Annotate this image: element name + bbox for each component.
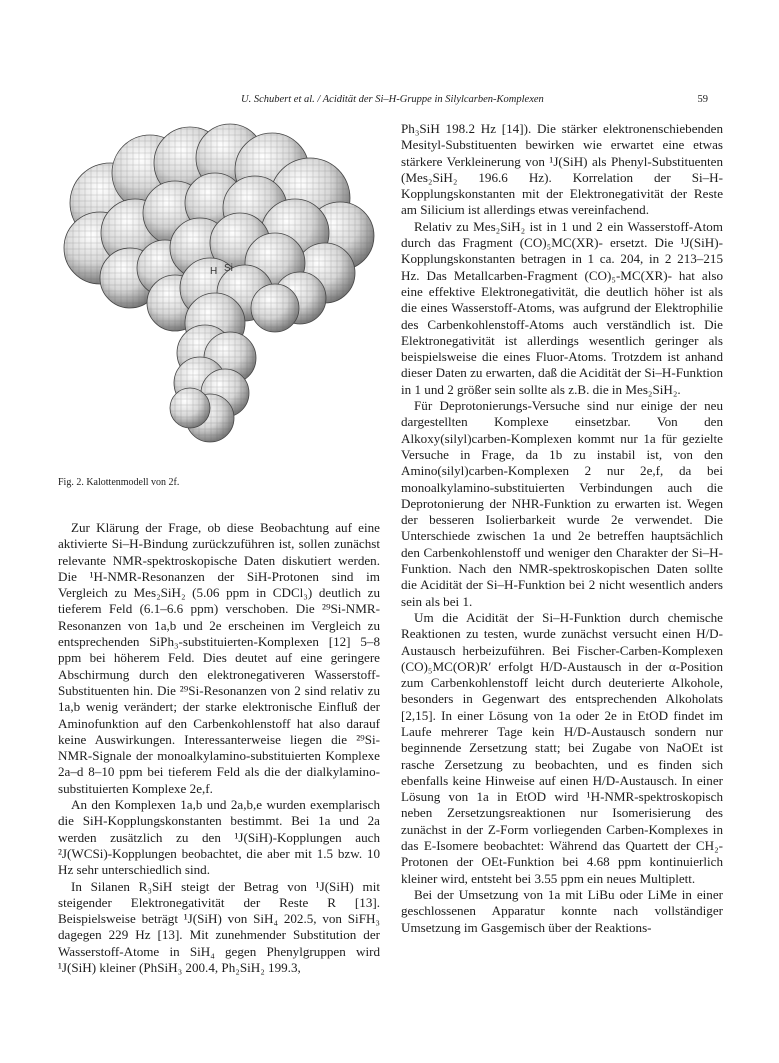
running-title: U. Schubert et al. / Acidität der Si–H-Gruppe in Silylcarben-Komplexen [241, 94, 544, 105]
paragraph: Für Deprotonierungs-Versuche sind nur einige der neu dargestellten Komplexe einsetzbar. Von den Alkoxy(silyl)carben-Komplexen kommt nur 1a für gezielte Versuche in Frage, da 1b zu instabil ist, von den Amino(silyl)carben-Komplexen 2 nur 2e,f, da bei monoalkylamino-substituierten Verbindungen auch die Deprotonierung der NHR-Funktion zu erwarten ist. Wegen der besseren Isolierbarkeit wurde 2e verwendet. Die Unterschiede zwischen 1a und 2e betreffen hauptsächlich den Carbenkohlenstoff und weniger den Charakter der Si–H-Funktion. Nach den NMR-spektroskopischen Daten sollte die Acidität der Si–H-Funktion bei 2 nicht wesentlich anders sein als bei 1. [401, 398, 723, 609]
atom-mesh [170, 388, 210, 428]
figure-caption: Fig. 2. Kalottenmodell von 2f. [58, 477, 180, 488]
paragraph: Zur Klärung der Frage, ob diese Beobachtung auf eine aktivierte Si–H-Bindung zurückzuführen ist, sollen zunächst relevante NMR-spektroskopische Daten diskutiert werden. Die ¹H-NMR-Resonanzen der SiH-Protonen sind im Vergleich zu Mes₂SiH₂ (5.06 ppm in CDCl₃) deutlich zu tieferem Feld (6.1–6.6 ppm) verschoben. Die ²⁹Si-NMR-Resonanzen von 1a,b und 2e erscheinen im Vergleich zu entsprechenden SiPh₃-substituierten-Komplexen [12] 5–8 ppm bei höherem Feld. Dies deutet auf eine geringere Abschirmung durch den elektronegativeren Wasserstoff-Substituenten hin. Die ²⁹Si-Resonanzen von 2 sind relativ zu 1a,b wenig verändert; der starke elektronische Einfluß der Aminofunktion auf den Carbenkohlenstoff hat also darauf keine Auswirkungen. Interessanterweise liegen die ²⁹Si-NMR-Signale der monoalkylamino-substituierten Komplexe 2a–d 8–10 ppm bei tieferem Feld als die der dialkylamino-substituierten Komplexe 2e,f. [58, 520, 380, 796]
paragraph: In Silanen R₃SiH steigt der Betrag von ¹J(SiH) mit steigender Elektronegativität der Reste R [13]. Beispielsweise beträgt ¹J(SiH) von SiH₄ 202.5, von SiFH₃ dagegen 229 Hz [13]. Mit zunehmender Substitution der Wasserstoff-Atome in SiH₄ gegen Phenylgruppen wird ¹J(SiH) kleiner (PhSiH₃ 200.4, Ph₂SiH₂ 199.3, [58, 878, 380, 976]
right-column [401, 121, 723, 936]
paragraph: Relativ zu Mes₂SiH₂ ist in 1 und 2 ein Wasserstoff-Atom durch das Fragment (CO)₅MC(XR)- ersetzt. Die ¹J(SiH)-Kopplungskonstanten betragen in 1 ca. 204, in 2 213–215 Hz. Das Metallcarben-Fragment (CO)₅-MC(XR)- hat also eine effektive Elektronegativität, die deutlich höher ist als die eines Wasserstoff-Atoms, was aufgrund der Elektrophilie des Carbenkohlenstoff-Atoms auch verständlich ist. Die Elektronegativität ist allerdings wesentlich geringer als beispielsweise die eines Fluor-Atoms. Trotzdem ist anhand dieser Daten zu erwarten, daß die Acidität der Si–H-Funktion in 1 und 2 größer sein sollte als z.B. die in Mes₂SiH₂. [401, 218, 723, 397]
page-number: 59 [697, 94, 708, 105]
atom-mesh [251, 284, 299, 332]
atom-spheres [64, 124, 374, 442]
paragraph: An den Komplexen 1a,b und 2a,b,e wurden exemplarisch die SiH-Kopplungskonstanten bestimmt. Bei 1a und 2a werden zusätzlich zu den ¹J(SiH)-Kopplungen auch ²J(WCSi)-Kopplungen beobachtet, die aber mit 1.5 bzw. 10 Hz sehr unterschiedlich sind. [58, 797, 380, 878]
paragraph: Ph₃SiH 198.2 Hz [14]). Die stärker elektronenschiebenden Mesityl-Substituenten bewirken wie erwartet eine etwas stärkere Verkleinerung von ¹J(SiH) als Phenyl-Substituenten (Mes₂SiH₂ 196.6 Hz). Korrelation der Si–H-Kopplungskonstanten mit der Elektronegativität der Reste am Silicium ist allerdings etwas vereinfachend. [401, 121, 723, 218]
space-filling-model-figure [40, 108, 385, 458]
paragraph: Um die Acidität der Si–H-Funktion durch chemische Reaktionen zu testen, wurde zunächst versucht einen H/D-Austausch herbeizuführen. Bei Fischer-Carben-Komplexen (CO)₅MC(OR)R′ erfolgt H/D-Austausch in der α-Position zum Carbenkohlenstoff leicht durch deuterierte Alkohole, besonders in Gegenwart des entsprechenden Alkoholats [2,15]. In einer Lösung von 1a oder 2e in EtOD findet im Laufe mehrerer Tage kein H/D-Austausch sondern nur beginnende Zersetzung statt; bei Zugabe von NaOEt ist rasche Zersetzung zu beobachten, und es finden sich ebenfalls keine Hinweise auf einen H/D-Austausch. In einer Lösung von 1a in EtOD wird ¹H-NMR-spektroskopisch neben Zersetzungsreaktionen nur Isomerisierung des zunächst in der Z-Form vorliegenden Carben-Komplexes in das E-Isomere beobachtet: Während das Quartett der CH₂-Protonen der OEt-Funktion bei 4.68 ppm kontinuierlich kleiner wird, entsteht bei 3.55 ppm ein neues Multiplett. [401, 609, 723, 886]
paragraph: Bei der Umsetzung von 1a mit LiBu oder LiMe in einer geschlossenen Apparatur konnte nach vollständiger Umsetzung im Gasgemisch über der Reaktions- [401, 886, 723, 935]
figure-label-si: Si [224, 263, 233, 274]
figure-label-h: H [210, 266, 218, 277]
left-column [58, 520, 380, 976]
